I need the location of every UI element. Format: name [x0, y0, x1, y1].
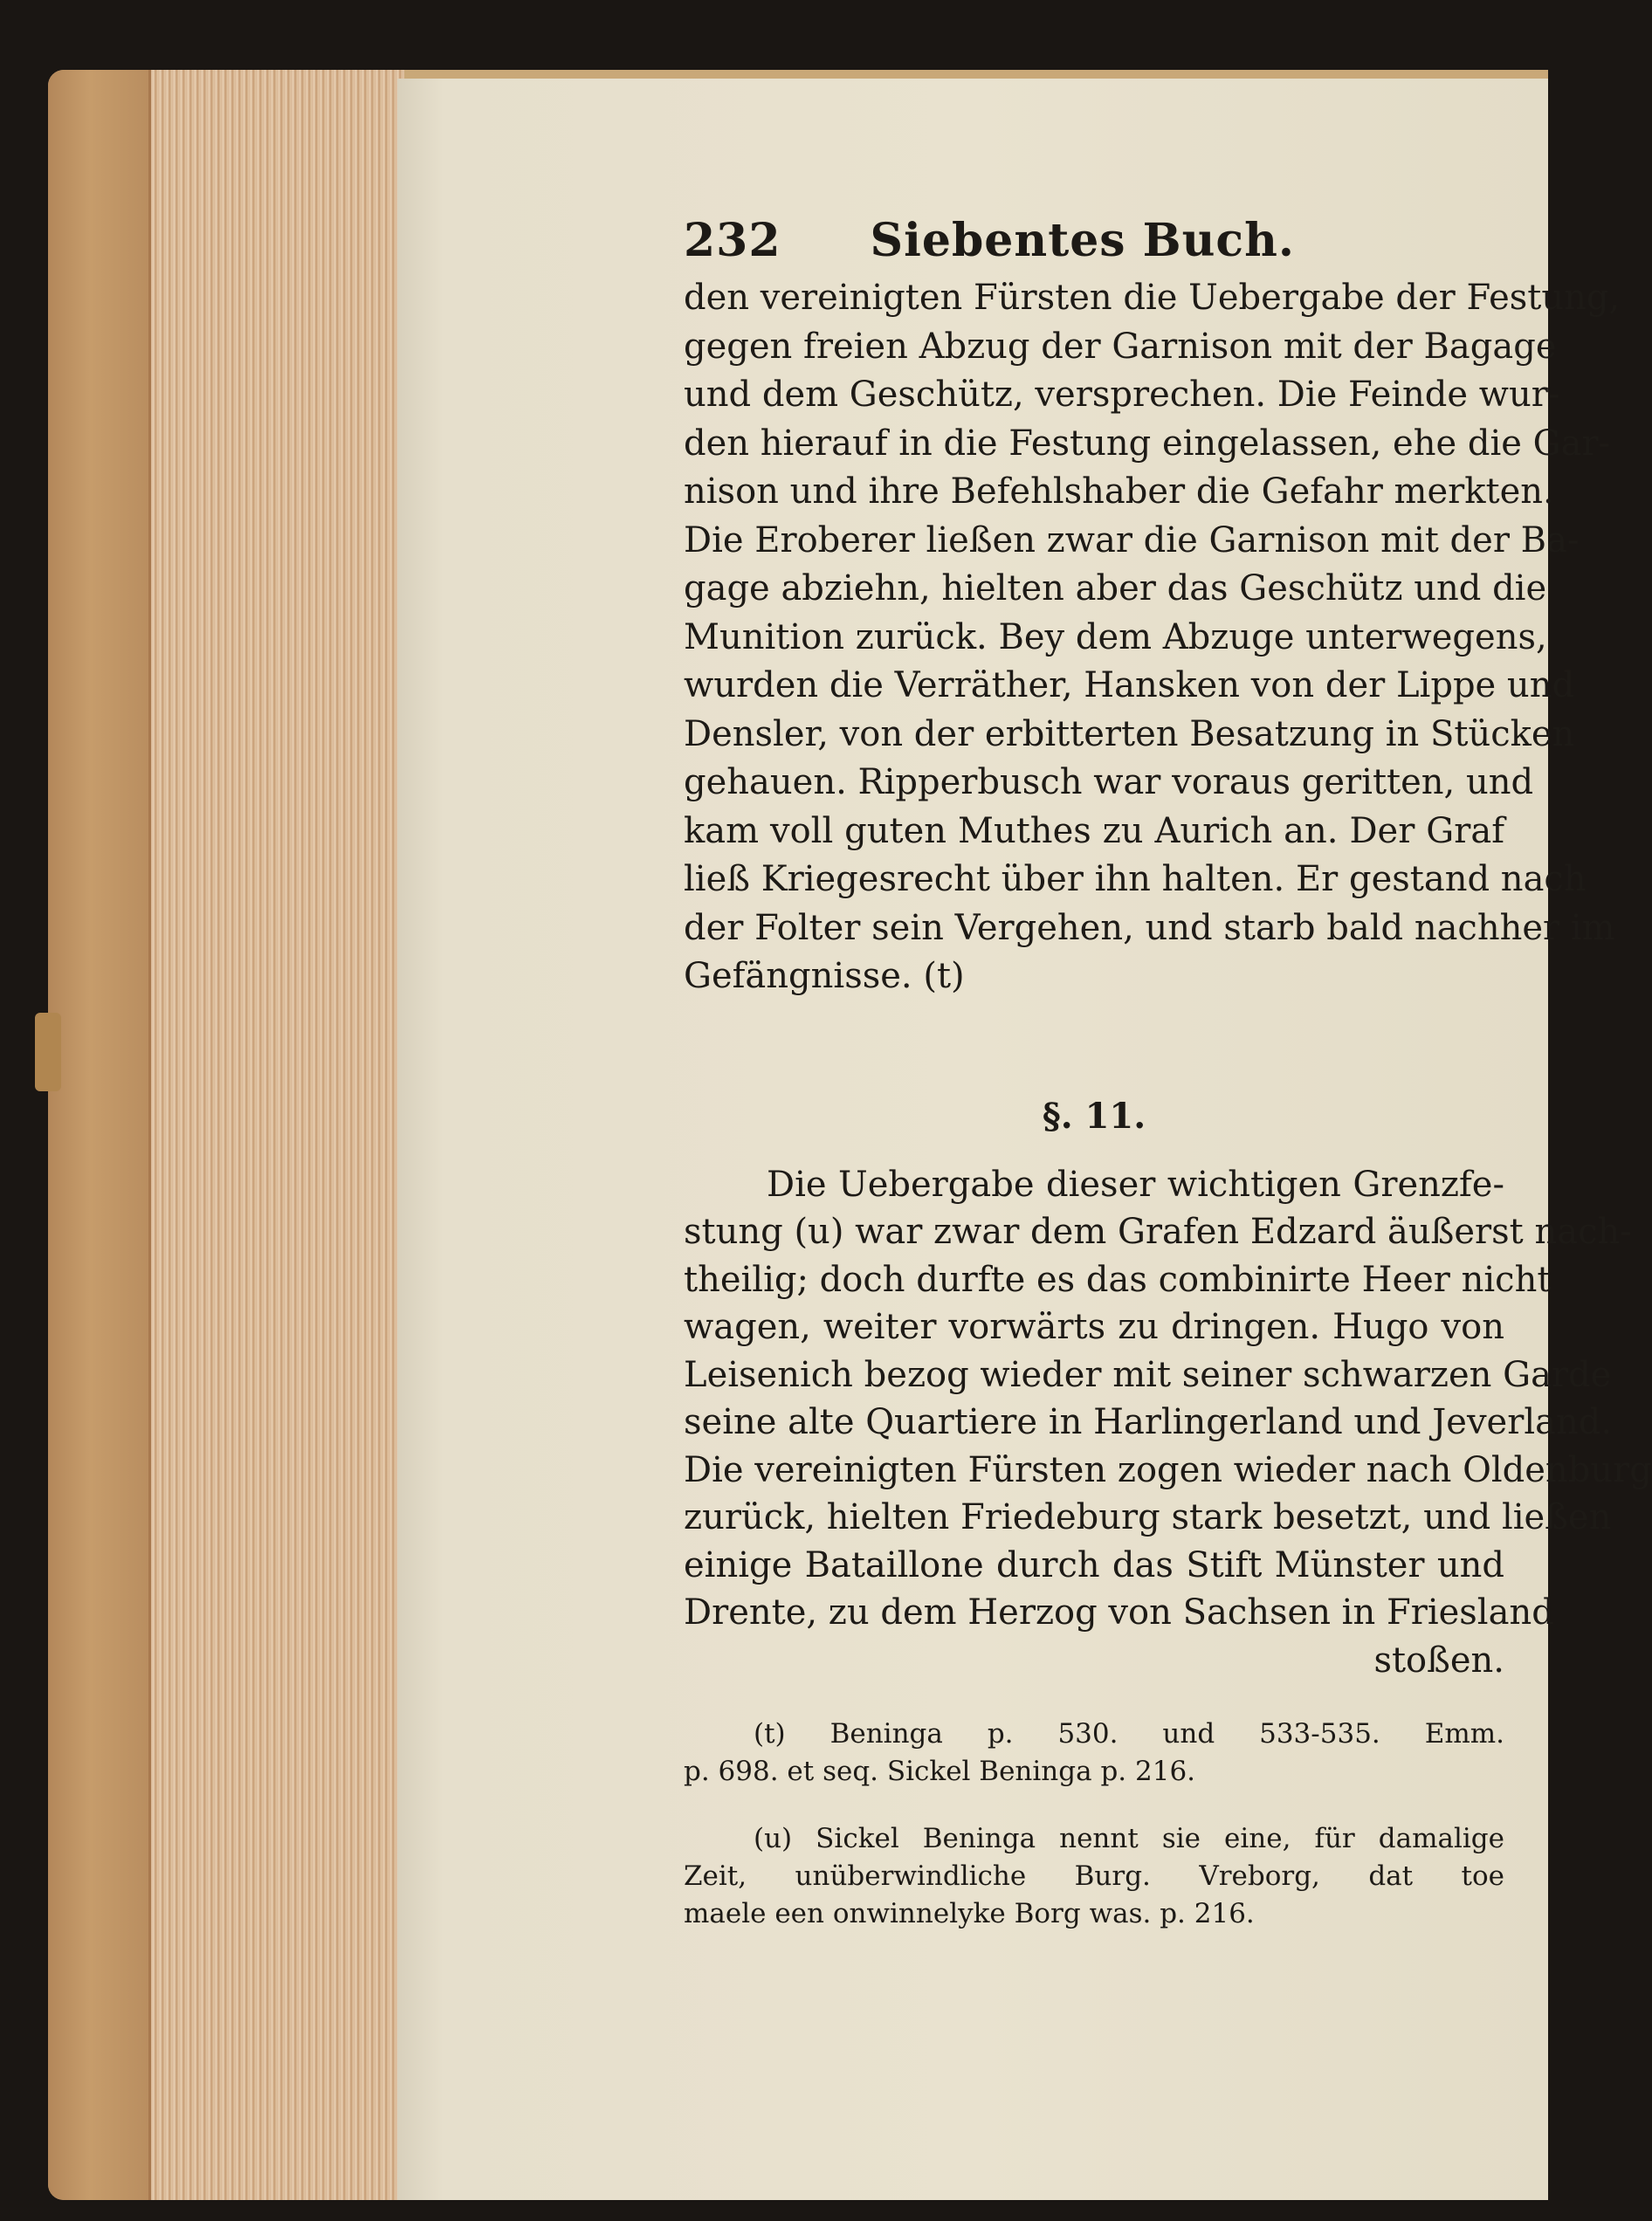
- text-line: wurden die Verräther, Hansken von der Lippe und: [684, 665, 1575, 705]
- text-line: gegen freien Abzug der Garnison mit der Bagage: [684, 326, 1557, 367]
- text-line: theilig; doch durfte es das combinirte Heer nicht: [684, 1259, 1552, 1300]
- text-line: Leisenich bezog wieder mit seiner schwarzen Garde: [684, 1354, 1612, 1395]
- text-line: stoßen.: [1373, 1640, 1504, 1681]
- text-line: Munition zurück. Bey dem Abzuge unterwegens,: [684, 616, 1547, 657]
- paragraph-1: [684, 274, 1621, 1001]
- text-line: den hierauf in die Festung eingelassen, ehe die Gar-: [684, 423, 1611, 464]
- page-number: 232: [684, 214, 781, 267]
- paragraph-2: [684, 1161, 1652, 1685]
- page-content: [684, 214, 1652, 1933]
- text-line: stung (u) war zwar dem Grafen Edzard äußerst nach-: [684, 1212, 1632, 1252]
- page-header: [684, 214, 1504, 267]
- footnotes: [684, 1716, 1504, 1933]
- footnote-u-line: Zeit, unüberwindliche Burg. Vreborg, dat toe: [684, 1860, 1504, 1892]
- text-line: ließ Kriegesrecht über ihn halten. Er gestand nach: [684, 859, 1587, 899]
- text-line: nison und ihre Befehlshaber die Gefahr merkten.: [684, 471, 1554, 512]
- footnote-t-line: (t) Beninga p. 530. und 533-535. Emm.: [754, 1718, 1504, 1750]
- running-title: Siebentes Buch.: [870, 214, 1295, 267]
- text-line: wagen, weiter vorwärts zu dringen. Hugo von: [684, 1307, 1504, 1347]
- text-line: seine alte Quartiere in Harlingerland und Jeverland.: [684, 1402, 1613, 1442]
- text-line: den vereinigten Fürsten die Uebergabe der Festung,: [684, 278, 1621, 318]
- text-line: Densler, von der erbitterten Besatzung in Stücken: [684, 713, 1575, 754]
- text-line: kam voll guten Muthes zu Aurich an. Der Graf: [684, 810, 1504, 851]
- book-clasp: [35, 1013, 61, 1091]
- text-line: und dem Geschütz, versprechen. Die Feinde wur-: [684, 375, 1560, 415]
- text-line: Die Uebergabe dieser wichtigen Grenzfe-: [767, 1164, 1504, 1205]
- text-line: einige Bataillone durch das Stift Münster und: [684, 1544, 1504, 1585]
- page-stack: [148, 70, 404, 2200]
- text-line: Die Eroberer ließen zwar die Garnison mit der Ba-: [684, 519, 1580, 560]
- text-line: gehauen. Ripperbusch war voraus geritten, und: [684, 762, 1534, 802]
- text-line: zurück, hielten Friedeburg stark besetzt, und ließen: [684, 1497, 1612, 1537]
- text-line: Die vereinigten Fürsten zogen wieder nach Oldenburg: [684, 1449, 1652, 1490]
- footnote-u-line: maele een onwinnelyke Borg was. p. 216.: [684, 1898, 1255, 1929]
- footnote-t-line: p. 698. et seq. Sickel Beninga p. 216.: [684, 1756, 1196, 1787]
- section-heading: §. 11.: [1042, 1095, 1146, 1137]
- cover-edge: [48, 70, 153, 2200]
- footnote-u-line: (u) Sickel Beninga nennt sie eine, für damalige: [754, 1823, 1504, 1854]
- text-line: gage abziehn, hielten aber das Geschütz und die: [684, 568, 1547, 609]
- text-line: Gefängnisse. (t): [684, 956, 965, 996]
- text-line: Drente, zu dem Herzog von Sachsen in Friesland: [684, 1592, 1554, 1633]
- text-line: der Folter sein Vergehen, und starb bald nachher im: [684, 907, 1615, 948]
